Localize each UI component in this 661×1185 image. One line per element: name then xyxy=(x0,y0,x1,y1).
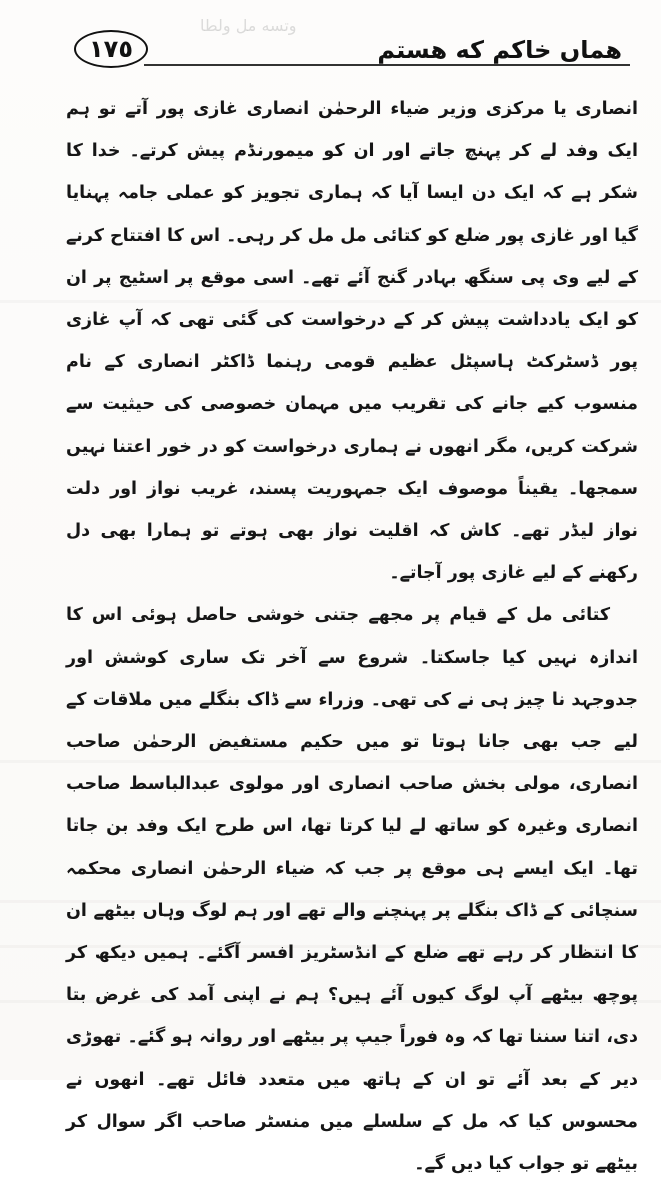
running-head-title: هماں خاکم که هستم xyxy=(377,36,622,64)
paragraph-1: انصاری یا مرکزی وزیر ضیاء الرحمٰن انصاری غازی پور آتے تو ہم ایک وفد لے کر پہنچ جاتے اور ان کو میمورنڈم پیش کرتے۔ خدا کا شکر ہے کہ ایک دن ایسا آیا کہ ہماری تجویز کو عملی جامہ پہنایا گیا اور غازی پور ضلع کو کتائی مل مل کر رہی۔ اس کا افتتاح کرنے کے لیے وی پی سنگھ بہادر گنج آئے تھے۔ اسی موقع پر اسٹیج پر ان کو ایک یادداشت پیش کر کے درخواست کی گئی تھی کہ آپ غازی پور ڈسٹرکٹ ہاسپٹل عظیم قومی رہنما ڈاکٹر انصاری کے نام منسوب کیے جانے کی تقریب میں مہمان خصوصی کی حیثیت سے شرکت کریں، مگر انھوں نے ہماری درخواست کو در خور اعتنا نہیں سمجھا۔ یقیناً موصوف ایک جمہوریت پسند، غریب نواز اور دلت نواز لیڈر تھے۔ کاش کہ اقلیت نواز بھی ہوتے تو ہمارا بھی دل رکھنے کے لیے غازی پور آجاتے۔ xyxy=(66,99,638,584)
page-header xyxy=(70,16,630,78)
header-rule xyxy=(144,64,630,66)
show-through-header: وتسه مل ولطا xyxy=(200,16,297,35)
page-number: ١٧٥ xyxy=(74,30,148,68)
body-text xyxy=(66,88,638,1185)
paragraph-2: کتائی مل کے قیام پر مجھے جتنی خوشی حاصل ہوئی اس کا اندازہ نہیں کیا جاسکتا۔ شروع سے آخر تک ساری کوشش اور جدوجہد نا چیز ہی نے کی تھی۔ وزراء سے ڈاک بنگلے میں ملاقات کے لیے جب بھی جانا ہوتا تو میں حکیم مستفیض الرحمٰن صاحب انصاری، مولی بخش صاحب انصاری اور مولوی عبدالباسط صاحب انصاری وغیرہ کو ساتھ لے لیا کرتا تھا، اس طرح ایک وفد بن جاتا تھا۔ ایک ایسے ہی موقع پر جب کہ ضیاء الرحمٰن انصاری محکمہ سنچائی کے ڈاک بنگلے پر پہنچنے والے تھے اور ہم لوگ وہاں بیٹھے ان کا انتظار کر رہے تھے ضلع کے انڈسٹریز افسر آگئے۔ ہمیں دیکھ کر پوچھ بیٹھے آپ لوگ کیوں آئے ہیں؟ ہم نے اپنی آمد کی غرض بتا دی، اتنا سننا تھا کہ وہ فوراً جیپ پر بیٹھے اور روانہ ہو گئے۔ تھوڑی دیر کے بعد آئے تو ان کے ہاتھ میں متعدد فائل تھے۔ انھوں نے محسوس کیا کہ مل کے سلسلے میں منسٹر صاحب اگر سوال کر بیٹھے تو جواب کیا دیں گے۔ xyxy=(66,605,638,1175)
